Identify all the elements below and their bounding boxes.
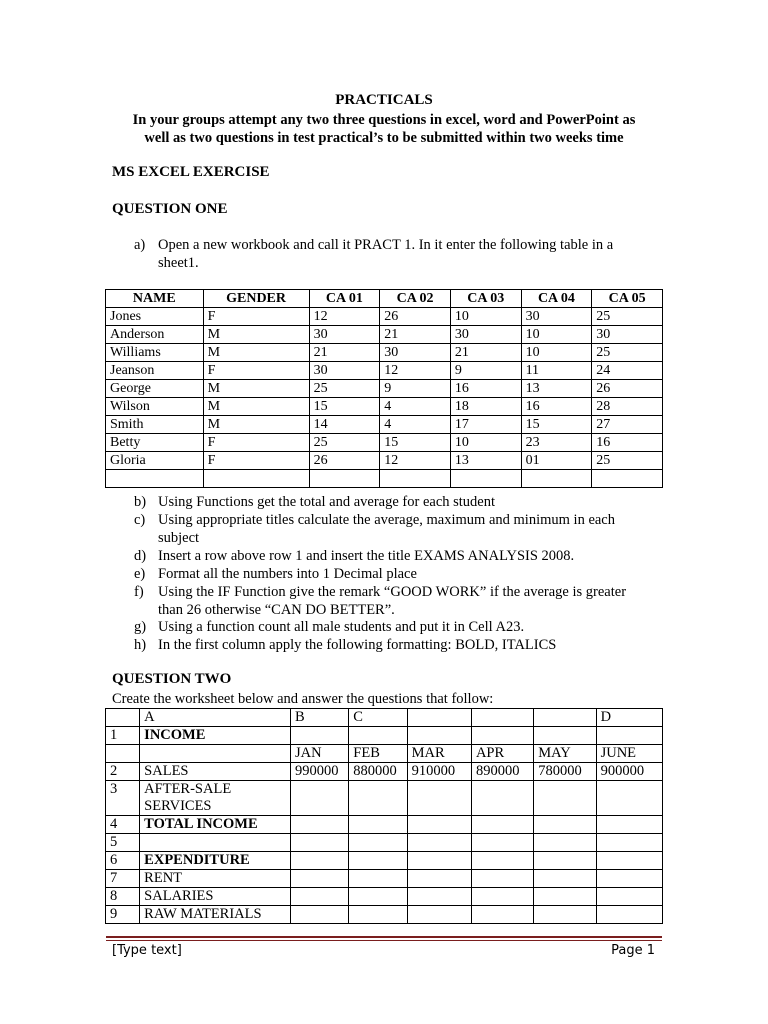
table-cell: 10 (450, 308, 521, 326)
row-label-line2: SERVICES (144, 798, 212, 814)
row-number-cell: 2 (106, 763, 140, 781)
row-label-cell (140, 745, 291, 763)
month-value-cell (471, 870, 533, 888)
table-cell: M (203, 344, 309, 362)
student-name-cell: George (106, 380, 204, 398)
row-label: SALES (144, 763, 189, 779)
student-name-cell (106, 470, 204, 488)
month-value-cell (290, 834, 348, 852)
row-label-cell (140, 763, 291, 781)
table-row (106, 781, 663, 816)
table-cell: 10 (450, 434, 521, 452)
month-value-cell: 990000 (290, 763, 348, 781)
month-value-cell (349, 816, 407, 834)
table-cell: 17 (450, 416, 521, 434)
month-value-cell (349, 870, 407, 888)
footer-rule-thin (106, 940, 662, 941)
item-marker: a) (134, 237, 146, 253)
table-row (106, 906, 663, 924)
table-row (106, 763, 663, 781)
table-row (106, 398, 663, 416)
month-value-cell (349, 852, 407, 870)
table-cell: 14 (309, 416, 380, 434)
column-letter-cell (407, 709, 471, 727)
table-cell (380, 470, 451, 488)
month-value-cell (471, 852, 533, 870)
table-header-row (106, 290, 663, 308)
month-value-cell (407, 816, 471, 834)
month-value-cell (471, 906, 533, 924)
month-value-cell (471, 727, 533, 745)
item-text-line1: Using the IF Function give the remark “GOOD WORK” if the average is greater (158, 583, 627, 600)
student-name-cell: Jeanson (106, 362, 204, 380)
page-title: PRACTICALS (335, 92, 433, 108)
column-header: CA 03 (450, 290, 521, 308)
table-cell: F (203, 308, 309, 326)
question-two-heading: QUESTION TWO (112, 671, 232, 687)
item-marker: c) (134, 512, 146, 528)
table-cell: 01 (521, 452, 592, 470)
month-value-cell: 900000 (596, 763, 662, 781)
month-value-cell (534, 816, 596, 834)
month-value-cell (596, 727, 662, 745)
table-cell: 26 (309, 452, 380, 470)
month-value-cell (407, 870, 471, 888)
table-cell: 11 (521, 362, 592, 380)
month-value-cell: MAR (407, 745, 471, 763)
table-row (106, 434, 663, 452)
table-cell: 15 (380, 434, 451, 452)
month-value-cell (407, 888, 471, 906)
month-value-cell (534, 888, 596, 906)
student-name-cell: Gloria (106, 452, 204, 470)
table-cell: 16 (592, 434, 663, 452)
month-value-cell (290, 870, 348, 888)
item-marker: d) (134, 547, 147, 564)
month-value-cell (534, 870, 596, 888)
row-label-cell (140, 888, 291, 906)
month-value-cell: 890000 (471, 763, 533, 781)
table-row (106, 362, 663, 380)
item-marker: g) (134, 619, 147, 635)
table-row (106, 870, 663, 888)
row-label: RAW MATERIALS (144, 906, 262, 922)
table-row (106, 416, 663, 434)
table-cell: 30 (521, 308, 592, 326)
question-one-heading: QUESTION ONE (112, 201, 228, 217)
item-text-line1: Insert a row above row 1 and insert the title EXAMS ANALYSIS 2008. (158, 547, 575, 564)
month-value-cell (596, 816, 662, 834)
row-number-cell: 7 (106, 870, 140, 888)
month-value-cell (596, 870, 662, 888)
column-header: NAME (106, 290, 204, 308)
table-cell: 26 (592, 380, 663, 398)
table-cell: 9 (450, 362, 521, 380)
table-row (106, 308, 663, 326)
row-label: INCOME (144, 727, 206, 743)
table-cell: 23 (521, 434, 592, 452)
month-value-cell (596, 888, 662, 906)
table-cell (521, 470, 592, 488)
month-value-cell (407, 781, 471, 816)
table-row (106, 816, 663, 834)
item-marker: h) (134, 637, 147, 653)
table-row (106, 888, 663, 906)
item-text-line1: Using Functions get the total and average for each student (158, 494, 496, 510)
row-label: AFTER-SALE (144, 781, 232, 797)
month-value-cell (471, 888, 533, 906)
table-row (106, 380, 663, 398)
row-number-cell: 1 (106, 727, 140, 745)
item-text-line1: Using appropriate titles calculate the average, maximum and minimum in each (158, 512, 615, 528)
month-value-cell (471, 816, 533, 834)
table-cell (203, 470, 309, 488)
column-letter-cell: B (290, 709, 348, 727)
month-value-cell (471, 834, 533, 852)
item-marker: f) (134, 583, 144, 600)
table-row (106, 852, 663, 870)
column-letter-cell (471, 709, 533, 727)
month-value-cell (534, 781, 596, 816)
month-value-cell: FEB (349, 745, 407, 763)
table-row (106, 745, 663, 763)
table-cell: 16 (521, 398, 592, 416)
item-text-line2: than 26 otherwise “CAN DO BETTER”. (158, 601, 395, 618)
student-name-cell: Jones (106, 308, 204, 326)
month-value-cell (534, 727, 596, 745)
month-value-cell: 910000 (407, 763, 471, 781)
table-cell: 21 (380, 326, 451, 344)
month-value-cell (534, 852, 596, 870)
student-name-cell: Williams (106, 344, 204, 362)
row-label-cell (140, 870, 291, 888)
row-number-cell: 5 (106, 834, 140, 852)
month-value-cell (290, 888, 348, 906)
item-text-line1: Format all the numbers into 1 Decimal place (158, 565, 417, 582)
table-cell: 12 (380, 452, 451, 470)
item-text-line1: Open a new workbook and call it PRACT 1. In it enter the following table in a (158, 237, 614, 253)
table-cell: 15 (521, 416, 592, 434)
month-value-cell (407, 834, 471, 852)
table-cell: M (203, 398, 309, 416)
column-letter-cell: C (349, 709, 407, 727)
table-cell: 13 (450, 452, 521, 470)
row-label-cell (140, 816, 291, 834)
month-value-cell (534, 834, 596, 852)
table-cell: 4 (380, 398, 451, 416)
column-header: CA 01 (309, 290, 380, 308)
table-cell: 25 (592, 308, 663, 326)
student-name-cell: Anderson (106, 326, 204, 344)
table-cell: 26 (380, 308, 451, 326)
column-letter-cell (106, 709, 140, 727)
subtitle-line-1: In your groups attempt any two three questions in excel, word and PowerPoint as (132, 112, 636, 128)
table-row (106, 834, 663, 852)
table-cell: 30 (450, 326, 521, 344)
row-number-cell: 6 (106, 852, 140, 870)
table-cell: 12 (309, 308, 380, 326)
column-letter-cell: D (596, 709, 662, 727)
table-cell: 30 (380, 344, 451, 362)
table-cell: 4 (380, 416, 451, 434)
row-number-cell: 3 (106, 781, 140, 816)
table-cell: M (203, 380, 309, 398)
table-cell: 25 (592, 344, 663, 362)
item-text-line2: sheet1. (158, 255, 199, 271)
table-cell (592, 470, 663, 488)
table-row (106, 326, 663, 344)
row-label-cell (140, 727, 291, 745)
column-letter-row (106, 709, 663, 727)
subtitle-line-2: well as two questions in test practical’s to be submitted within two weeks time (144, 130, 624, 146)
table-cell: 25 (592, 452, 663, 470)
row-label: EXPENDITURE (144, 852, 250, 868)
student-name-cell: Wilson (106, 398, 204, 416)
table-cell: 30 (309, 362, 380, 380)
month-value-cell (349, 906, 407, 924)
month-value-cell (290, 906, 348, 924)
month-value-cell (290, 727, 348, 745)
table-cell: 13 (521, 380, 592, 398)
column-header: GENDER (203, 290, 309, 308)
income-worksheet-table (105, 708, 663, 924)
footer-rule (106, 936, 662, 938)
section-heading: MS EXCEL EXERCISE (112, 164, 270, 180)
row-label-cell (140, 834, 291, 852)
question-two-intro: Create the worksheet below and answer the questions that follow: (112, 691, 494, 707)
table-cell: 25 (309, 380, 380, 398)
row-label: SALARIES (144, 888, 214, 904)
footer-left-text: [Type text] (112, 943, 182, 958)
month-value-cell: 780000 (534, 763, 596, 781)
table-cell: 21 (450, 344, 521, 362)
table-cell: 18 (450, 398, 521, 416)
table-cell: M (203, 326, 309, 344)
table-cell: 10 (521, 344, 592, 362)
student-name-cell: Betty (106, 434, 204, 452)
table-cell: 30 (309, 326, 380, 344)
month-value-cell (349, 781, 407, 816)
month-value-cell (596, 906, 662, 924)
month-value-cell (534, 906, 596, 924)
month-value-cell (596, 834, 662, 852)
month-value-cell (471, 781, 533, 816)
student-scores-table (105, 289, 663, 488)
table-cell: 10 (521, 326, 592, 344)
table-cell: 30 (592, 326, 663, 344)
student-name-cell: Smith (106, 416, 204, 434)
table-cell: 28 (592, 398, 663, 416)
month-value-cell (407, 906, 471, 924)
item-marker: b) (134, 494, 147, 510)
column-letter-cell (534, 709, 596, 727)
table-row (106, 452, 663, 470)
month-value-cell (290, 816, 348, 834)
row-label-cell (140, 906, 291, 924)
table-cell: 15 (309, 398, 380, 416)
column-header: CA 05 (592, 290, 663, 308)
month-value-cell: JAN (290, 745, 348, 763)
item-text-line2: subject (158, 530, 200, 546)
table-cell (450, 470, 521, 488)
item-marker: e) (134, 565, 146, 582)
item-text-line1: In the first column apply the following formatting: BOLD, ITALICS (158, 637, 557, 653)
month-value-cell (596, 852, 662, 870)
table-cell: 12 (380, 362, 451, 380)
row-label-cell (140, 852, 291, 870)
row-number-cell: 9 (106, 906, 140, 924)
month-value-cell (407, 852, 471, 870)
item-text-line1: Using a function count all male students and put it in Cell A23. (158, 619, 525, 635)
table-row (106, 470, 663, 488)
table-cell: 21 (309, 344, 380, 362)
table-cell: 27 (592, 416, 663, 434)
table-row (106, 344, 663, 362)
month-value-cell: JUNE (596, 745, 662, 763)
row-label: RENT (144, 870, 183, 886)
table-cell: 9 (380, 380, 451, 398)
row-number-cell: 8 (106, 888, 140, 906)
table-cell: F (203, 434, 309, 452)
table-cell: M (203, 416, 309, 434)
month-value-cell (407, 727, 471, 745)
month-value-cell: APR (471, 745, 533, 763)
month-value-cell: MAY (534, 745, 596, 763)
month-value-cell (349, 834, 407, 852)
table-cell: F (203, 452, 309, 470)
footer-page-number: Page 1 (611, 943, 655, 958)
table-cell: 24 (592, 362, 663, 380)
table-cell (309, 470, 380, 488)
row-number-cell (106, 745, 140, 763)
month-value-cell (290, 852, 348, 870)
row-label: TOTAL INCOME (144, 816, 258, 832)
column-letter-cell: A (140, 709, 291, 727)
month-value-cell (349, 727, 407, 745)
column-header: CA 02 (380, 290, 451, 308)
table-cell: F (203, 362, 309, 380)
table-cell: 25 (309, 434, 380, 452)
month-value-cell: 880000 (349, 763, 407, 781)
row-label-cell (140, 781, 291, 816)
row-number-cell: 4 (106, 816, 140, 834)
table-cell: 16 (450, 380, 521, 398)
month-value-cell (290, 781, 348, 816)
column-header: CA 04 (521, 290, 592, 308)
table-row (106, 727, 663, 745)
month-value-cell (596, 781, 662, 816)
month-value-cell (349, 888, 407, 906)
